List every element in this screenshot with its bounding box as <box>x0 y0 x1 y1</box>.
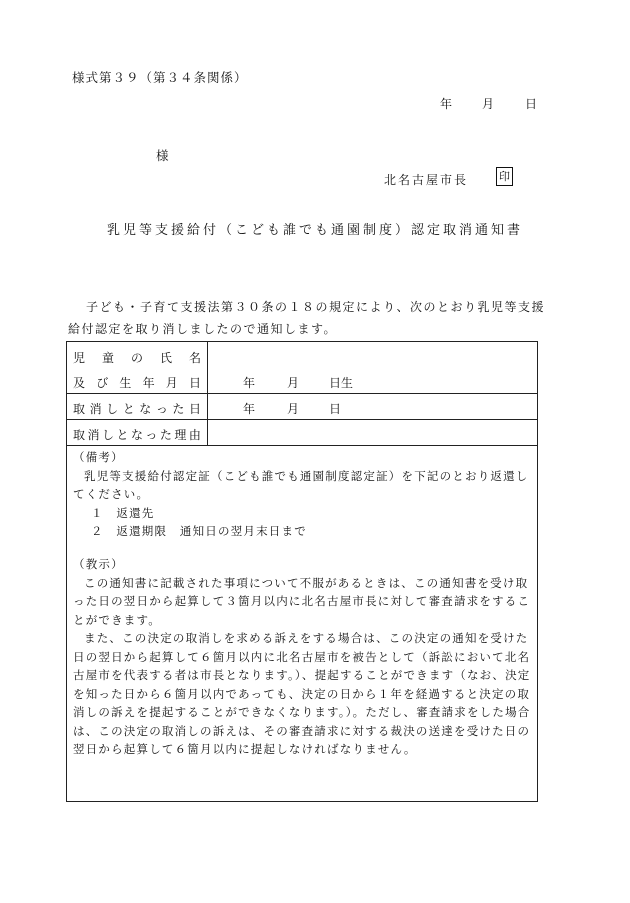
form-number: 様式第３９（第３４条関係） <box>72 70 248 85</box>
row-divider <box>67 445 537 446</box>
remarks-heading: （備考） <box>73 450 124 464</box>
birthdate-month: 月 <box>287 376 300 390</box>
instruction-section <box>73 555 533 759</box>
cancel-date-month: 月 <box>287 402 300 416</box>
document-title: 乳児等支援給付（こども誰でも通園制度）認定取消通知書 <box>106 223 523 238</box>
intro-text: 子ども・子育て支援法第３０条の１８の規定により、次のとおり乳児等支援給付認定を取り消しましたので通知します。 <box>68 300 546 336</box>
birthdate-year: 年 <box>243 376 256 390</box>
row-divider <box>67 393 537 394</box>
column-divider <box>207 342 208 445</box>
instruction-paragraph: この通知書に記載された事項について不服があるときは、この通知書を受け取った日の翌日から起算して３箇月以内に北名古屋市長に対して審査請求をすることができます。 <box>73 575 531 627</box>
instruction-paragraph: また、この決定の取消しを求める訴えをする場合は、この決定の通知を受けた日の翌日から起算して６箇月以内に北名古屋市を被告として（訴訟において北名古屋市を代表する者は市長となります。）、提起することができます（なお、決定を知った日から６箇月以内であっても、決定の日から１年を経過すると決定の取消しの訴えを提起することができなくなります。）。ただし、審査請求をした場合は、この決定の取消しの訴えは、その審査請求に対する裁決の送達を受けた日の翌日から起算して６箇月以内に提起しなければなりません。 <box>73 631 531 756</box>
cancel-date-label: 取 消 し と な っ た 日 <box>73 402 201 416</box>
notice-table <box>66 341 538 802</box>
row-divider <box>67 419 537 420</box>
remarks-item: １ 返還先 <box>91 505 155 520</box>
remarks-section <box>73 448 533 541</box>
date-month: 月 <box>482 97 495 111</box>
date-year: 年 <box>440 97 453 111</box>
cancel-date-year: 年 <box>243 402 256 416</box>
issuer-name: 北名古屋市長 <box>384 173 469 187</box>
seal-mark: 印 <box>496 167 513 186</box>
addressee-honorific: 様 <box>156 148 169 163</box>
birthdate-day: 日生 <box>329 376 354 390</box>
cancel-date-day: 日 <box>329 402 342 416</box>
remarks-item: ２ 返還期限 通知日の翌月末日まで <box>91 524 307 538</box>
child-name-label: 児 童 の 氏 名 <box>73 351 201 365</box>
instruction-heading: （教示） <box>73 557 124 571</box>
cancel-reason-label: 取 消 し と な っ た 理 由 <box>73 428 201 442</box>
remarks-text: 乳児等支援給付認定証（こども誰でも通園制度認定証）を下記のとおり返還してください。 <box>73 468 529 501</box>
date-day: 日 <box>525 97 538 111</box>
birthdate-label: 及 び 生 年 月 日 <box>73 376 201 390</box>
